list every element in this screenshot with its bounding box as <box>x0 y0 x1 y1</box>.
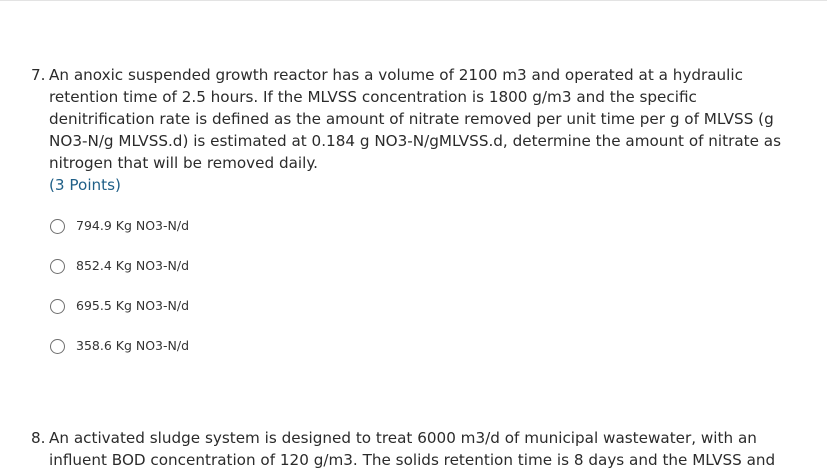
question-8 <box>31 427 801 471</box>
radio-button-icon[interactable] <box>50 299 65 314</box>
question-line: denitrification rate is defined as the amount of nitrate removed per unit time per g of MLVSS (g <box>49 110 774 128</box>
question-line: influent BOD concentration of 120 g/m3. The solids retention time is 8 days and the MLVSS and <box>49 451 776 469</box>
option-label: 794.9 Kg NO3-N/d <box>76 218 190 233</box>
question-number: 8. <box>31 429 46 447</box>
question-line: NO3-N/g MLVSS.d) is estimated at 0.184 g NO3-N/gMLVSS.d, determine the amount of nitrate as <box>49 132 781 150</box>
radio-button-icon[interactable] <box>50 339 65 354</box>
option-label: 358.6 Kg NO3-N/d <box>76 338 190 353</box>
answer-option-3[interactable] <box>50 296 189 316</box>
question-line: An anoxic suspended growth reactor has a volume of 2100 m3 and operated at a hydraulic <box>49 66 743 84</box>
question-8-text <box>31 427 801 471</box>
question-number: 7. <box>31 66 46 84</box>
question-body <box>49 64 801 174</box>
question-body <box>49 427 801 471</box>
question-line: retention time of 2.5 hours. If the MLVSS concentration is 1800 g/m3 and the specific <box>49 88 697 106</box>
option-label: 852.4 Kg NO3-N/d <box>76 258 190 273</box>
top-divider <box>0 0 827 1</box>
answer-option-2[interactable] <box>50 256 189 276</box>
answer-option-4[interactable] <box>50 336 189 356</box>
question-line: nitrogen that will be removed daily. <box>49 154 319 172</box>
radio-button-icon[interactable] <box>50 219 65 234</box>
option-label: 695.5 Kg NO3-N/d <box>76 298 190 313</box>
radio-button-icon[interactable] <box>50 259 65 274</box>
question-7 <box>31 64 801 196</box>
points-label: (3 Points) <box>49 176 121 194</box>
question-line: An activated sludge system is designed to treat 6000 m3/d of municipal wastewater, with an <box>49 429 757 447</box>
question-7-text <box>31 64 801 174</box>
answer-options <box>50 216 189 376</box>
answer-option-1[interactable] <box>50 216 189 236</box>
